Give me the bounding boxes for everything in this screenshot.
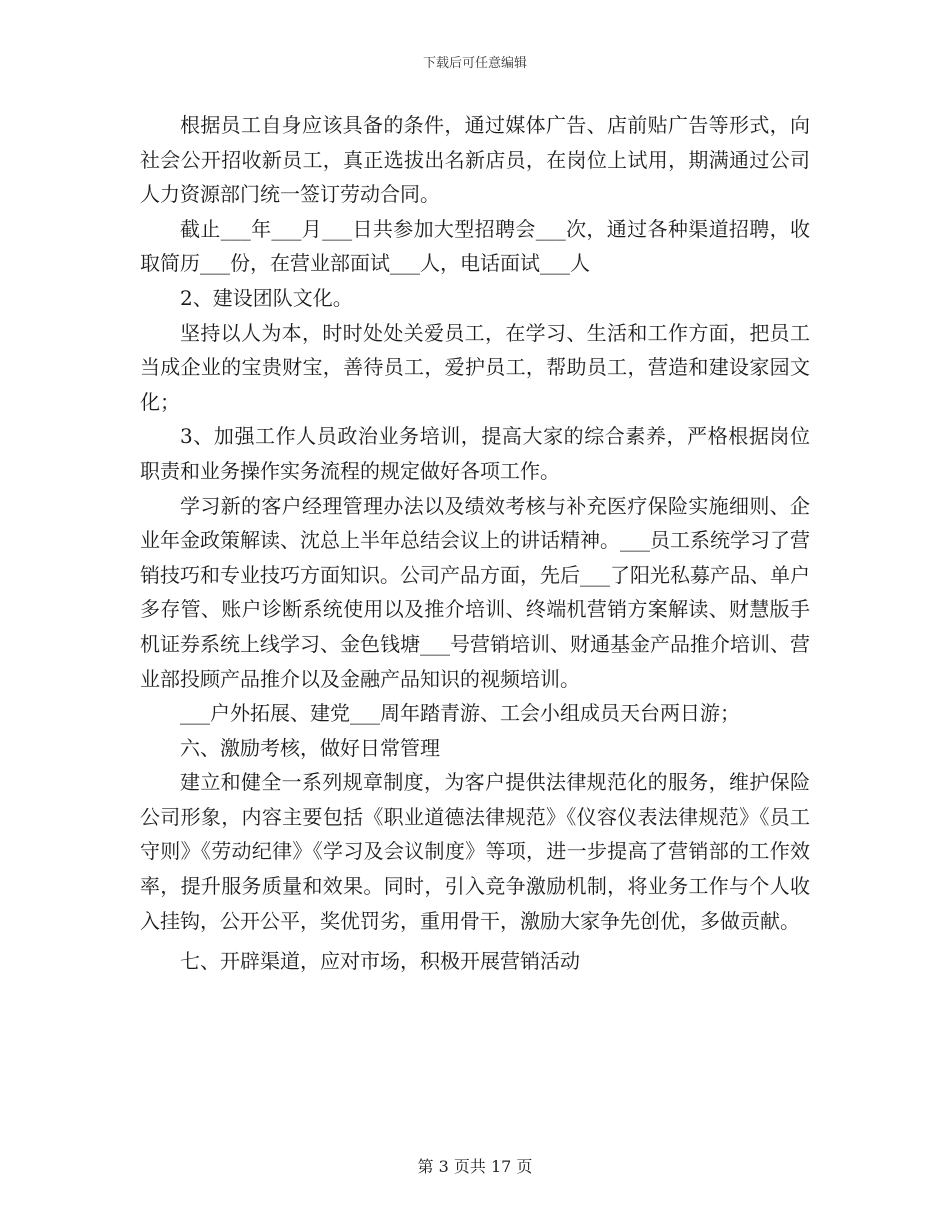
heading-incentive: 六、激励考核，做好日常管理: [180, 735, 440, 760]
heading-team-culture: 2、建设团队文化。: [180, 285, 353, 310]
page-header: 下载后可任意编辑: [422, 56, 527, 71]
paragraph-team-culture: 坚持以人为本，时时处处关爱员工，在学习、生活和工作方面，把员工当成企业的宝贵财宝，善待员工，爱护员工，帮助员工，营造和建设家园文化；: [140, 320, 810, 414]
heading-marketing: 七、开辟渠道，应对市场，积极开展营销活动: [180, 949, 580, 974]
page-number: 第 3 页共 17 页: [417, 1157, 533, 1176]
paragraph-training-heading: 3、加强工作人员政治业务培训，提高大家的综合素养，严格根据岗位职责和业务操作实务流程的规定做好各项工作。: [140, 424, 810, 483]
document-body: [140, 108, 810, 979]
paragraph-training-detail: 学习新的客户经理管理办法以及绩效考核与补充医疗保险实施细则、企业年金政策解读、沈总上半年总结会议上的讲话精神。___员工系统学习了营销技巧和专业技巧方面知识。公司产品方面，先后___了阳光私募产品、单户多存管、账户诊断系统使用以及推介培训、终端机营销方案解读、财慧版手机证券系统上线学习、金色钱塘___号营销培训、财通基金产品推介培训、营业部投顾产品推介以及金融产品知识的视频培训。: [140, 493, 810, 691]
paragraph-incentive: 建立和健全一系列规章制度，为客户提供法律规范化的服务，维护保险公司形象，内容主要包括《职业道德法律规范》《仪容仪表法律规范》《员工守则》《劳动纪律》《学习及会议制度》等项，进一步提高了营销部的工作效率，提升服务质量和效果。同时，引入竞争激励机制，将业务工作与个人收入挂钩，公开公平，奖优罚劣，重用骨干，激励大家争先创优，多做贡献。: [140, 770, 810, 933]
paragraph-recruitment-stats: 截止___年___月___日共参加大型招聘会___次，通过各种渠道招聘，收取简历___份，在营业部面试___人，电话面试___人: [140, 216, 810, 276]
paragraph-activities: ___户外拓展、建党___周年踏青游、工会小组成员天台两日游；: [180, 701, 740, 726]
paragraph-recruitment: 根据员工自身应该具备的条件，通过媒体广告、店前贴广告等形式，向社会公开招收新员工，真正选拔出名新店员，在岗位上试用，期满通过公司人力资源部门统一签订劳动合同。: [140, 113, 810, 207]
